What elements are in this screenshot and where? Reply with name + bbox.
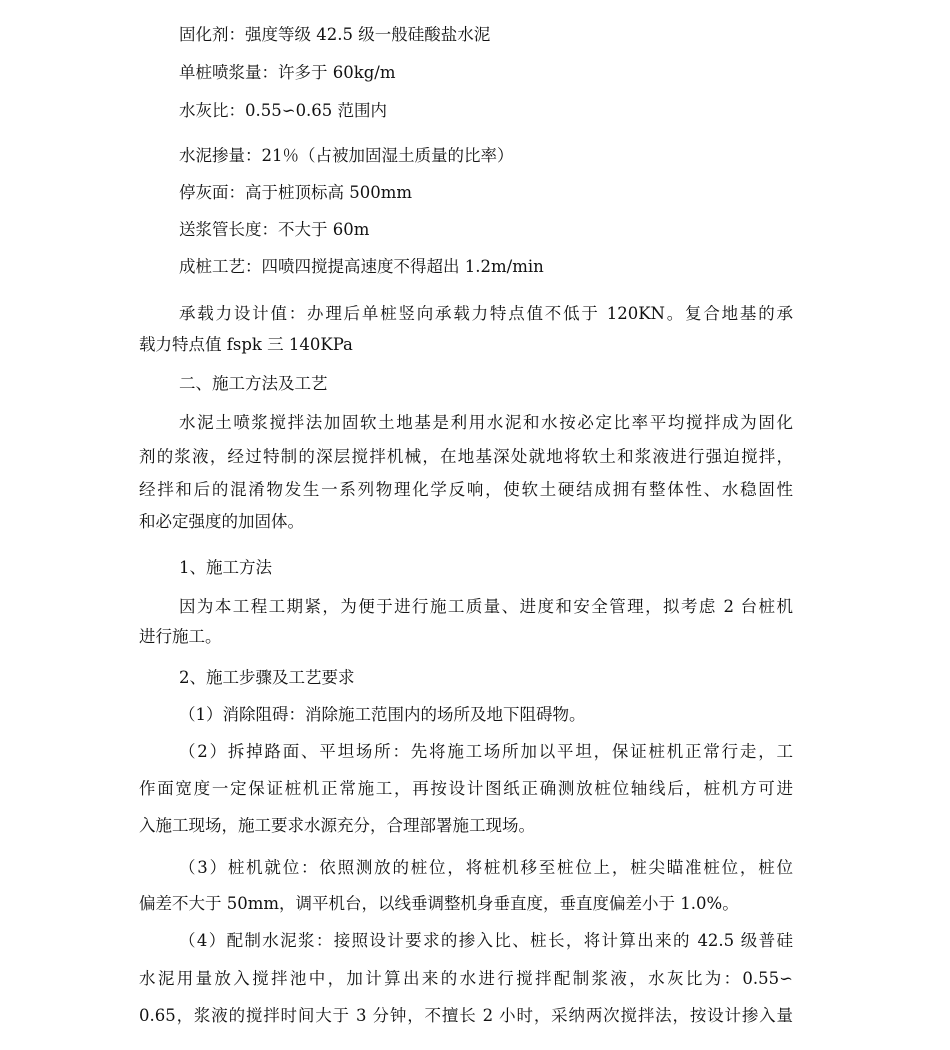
section-heading: 二、施工方法及工艺: [179, 374, 328, 393]
paragraph-line: 进行施工。: [139, 627, 222, 646]
step-line: （3）桩机就位：依照测放的桩位，将桩机移至桩位上，桩尖瞄准桩位，桩位: [179, 858, 793, 877]
spec-water-cement-ratio: 水灰比：0.55∽0.65 范围内: [179, 101, 388, 120]
step-line: （1）消除阻碍：消除施工范围内的场所及地下阻碍物。: [179, 705, 586, 724]
paragraph-line: 因为本工程工期紧，为便于进行施工质量、进度和安全管理，拟考虑 2 台桩机: [179, 597, 793, 616]
spec-cement-mix: 水泥掺量：21％（占被加固湿土质量的比率）: [179, 146, 514, 165]
step-line: 0.65，浆液的搅拌时间大于 3 分钟，不擅长 2 小时，采纳两次搅拌法，按设计掺入量: [139, 1006, 793, 1025]
spec-pipe-length: 送浆管长度：不大于 60m: [179, 220, 370, 239]
step-line: （4）配制水泥浆：接照设计要求的掺入比、桩长，将计算出来的 42.5 级普硅: [179, 931, 793, 950]
step-line: （2）拆掉路面、平坦场所：先将施工场所加以平坦，保证桩机正常行走，工: [179, 742, 793, 761]
step-line: 作面宽度一定保证桩机正常施工，再按设计图纸正确测放桩位轴线后，桩机方可进: [139, 779, 793, 798]
spec-pile-slurry: 单桩喷浆量：许多于 60kg/m: [179, 63, 396, 82]
paragraph-line: 水泥土喷浆搅拌法加固软土地基是利用水泥和水按必定比率平均搅拌成为固化: [179, 413, 793, 432]
paragraph-line: 经拌和后的混淆物发生一系列物理化学反响，使软土硬结成拥有整体性、水稳固性: [139, 480, 793, 499]
spec-stop-grout: 停灰面：高于桩顶标高 500mm: [179, 183, 413, 202]
step-line: 入施工现场，施工要求水源充分，合理部署施工现场。: [139, 816, 535, 835]
subsection-heading: 1、施工方法: [179, 558, 272, 577]
spec-process: 成桩工艺：四喷四搅提高速度不得超出 1.2m/min: [179, 257, 544, 276]
paragraph-line: 剂的浆液，经过特制的深层搅拌机械，在地基深处就地将软土和浆液进行强迫搅拌，: [139, 447, 793, 466]
paragraph-line: 和必定强度的加固体。: [139, 512, 304, 531]
step-line: 水泥用量放入搅拌池中，加计算出来的水进行搅拌配制浆液，水灰比为：0.55∽: [139, 969, 793, 988]
spec-capacity-line: 载力特点值 fspk 三 140KPa: [139, 335, 353, 354]
spec-capacity-line: 承载力设计值：办理后单桩竖向承载力特点值不低于 120KN。复合地基的承: [179, 304, 793, 323]
subsection-heading: 2、施工步骤及工艺要求: [179, 668, 355, 687]
step-line: 偏差不大于 50mm，调平机台，以线垂调整机身垂直度，垂直度偏差小于 1.0%。: [139, 894, 739, 913]
spec-curing-agent: 固化剂：强度等级 42.5 级一般硅酸盐水泥: [179, 25, 491, 44]
